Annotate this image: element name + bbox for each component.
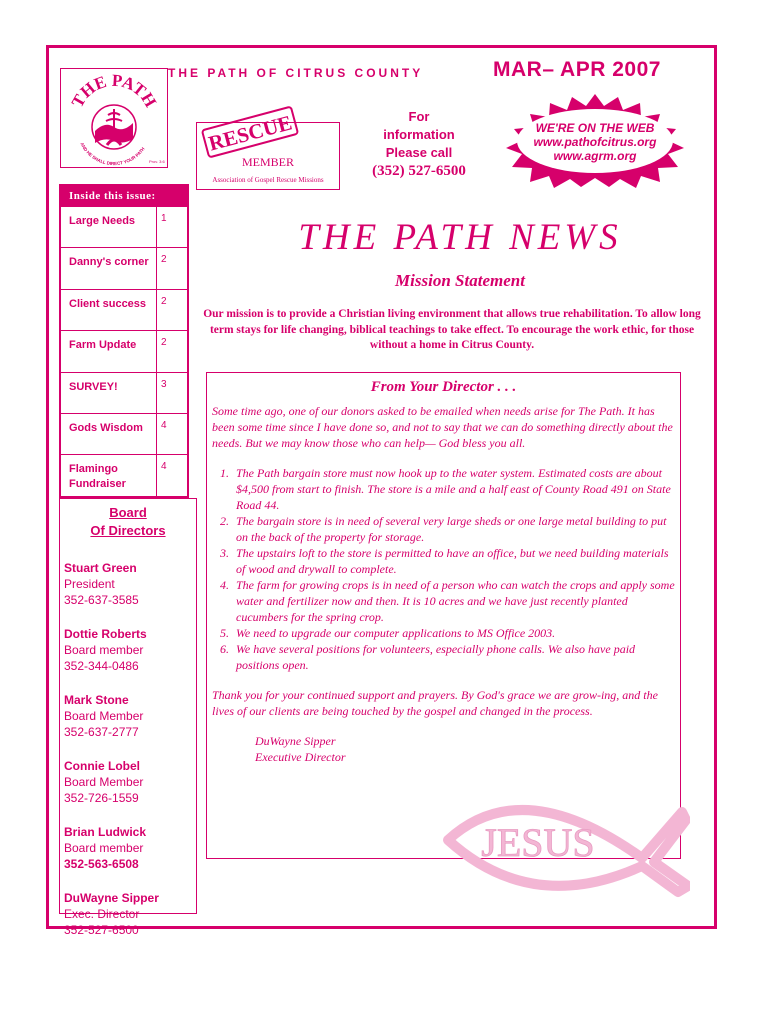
member-name: Brian Ludwick <box>64 825 147 839</box>
member-phone: 352-726-1559 <box>64 791 139 805</box>
rescue-stamp: RESCUE <box>201 105 300 158</box>
toc-title: Client success <box>61 290 157 330</box>
member-phone: 352-637-3585 <box>64 593 139 607</box>
logo-arc-text: THE PATH <box>67 70 161 111</box>
toc-page: 3 <box>161 378 167 390</box>
needs-item: 1. The Path bargain store must now hook up to the water system. Estimated costs are about $4,500 from start to finish. The store is a mile and a half east of County Road 491 on State Road 44. <box>232 465 675 513</box>
info-line-3: Please call <box>385 145 453 160</box>
path-logo <box>60 68 168 168</box>
contact-info <box>362 108 476 180</box>
mission-title: Mission Statement <box>395 271 525 290</box>
toc-page: 4 <box>161 419 167 431</box>
member-name: DuWayne Sipper <box>64 891 159 905</box>
director-body <box>207 403 680 765</box>
svg-text:AND HE SHALL DIRECT YOUR PATH <box>79 142 145 167</box>
board-member <box>64 758 196 806</box>
jesus-fish-icon <box>442 780 690 898</box>
needs-item: 3. The upstairs loft to the store is permitted to have an office, but we need building materials of wood and drywall to complete. <box>232 545 675 577</box>
org-line: THE PATH OF CITRUS COUNTY <box>168 66 424 80</box>
toc-title: Danny's corner <box>61 248 157 288</box>
toc-page: 1 <box>161 213 167 224</box>
member-phone: 352-637-2777 <box>64 725 139 739</box>
info-line-1: For <box>408 109 430 124</box>
toc-title: Gods Wisdom <box>61 414 157 454</box>
director-intro: Some time ago, one of our donors asked to be emailed when needs arise for The Path. It has been some time since I have done so, and not to say that we can do something directly about the needs. But we may know those who can help— God bless you all. <box>212 404 673 450</box>
inside-this-issue <box>59 184 189 498</box>
needs-item: 4. The farm for growing crops is in need of a person who can watch the crops and apply some water and fertilizer now and then. It is 10 acres and we have just recently planted cucumbers for the spring crop. <box>232 577 675 625</box>
web-line-1: WE'RE ON THE WEB <box>535 121 655 135</box>
board-member <box>64 626 196 674</box>
fish-text: JESUS <box>481 820 595 865</box>
member-name: Mark Stone <box>64 693 129 707</box>
toc-row[interactable] <box>61 289 187 330</box>
toc-row[interactable] <box>61 372 187 413</box>
needs-list <box>212 465 675 673</box>
member-role: President <box>64 577 115 591</box>
director-title: From Your Director . . . <box>370 379 517 395</box>
board-member <box>64 560 196 608</box>
member-label: MEMBER <box>241 155 294 169</box>
board-title-line-2: Of Directors <box>90 523 166 538</box>
board-member <box>64 692 196 740</box>
member-phone: 352-527-6500 <box>64 923 139 937</box>
toc-title: Flamingo Fundraiser <box>61 455 157 495</box>
member-role: Board Member <box>64 709 144 723</box>
board-of-directors <box>59 498 197 937</box>
toc-page: 2 <box>161 254 167 266</box>
logo-side-text: AND HE SHALL DIRECT YOUR PATH <box>79 141 146 167</box>
toc-row[interactable] <box>61 413 187 454</box>
member-phone: 352-563-6508 <box>64 857 139 871</box>
newsletter-title: THE PATH NEWS <box>298 217 622 258</box>
issue-date: MAR– APR 2007 <box>493 58 661 81</box>
needs-item: 5. We need to upgrade our computer applications to MS Office 2003. <box>232 625 675 641</box>
member-name: Dottie Roberts <box>64 627 147 641</box>
web-info <box>500 121 690 163</box>
toc-page: 2 <box>161 337 167 349</box>
needs-item: 2. The bargain store is in need of several very large sheds or one large metal building to put on the back of the property for storage. <box>232 513 675 545</box>
toc-row[interactable] <box>61 454 187 495</box>
needs-item: 6. We have several positions for volunteers, especially phone calls. We also have paid positions open. <box>232 641 675 673</box>
logo-verse: Prov. 3:6 <box>149 159 165 164</box>
association-label: Association of Gospel Rescue Missions <box>212 176 324 184</box>
toc-row[interactable] <box>61 206 187 247</box>
member-name: Stuart Green <box>64 561 137 575</box>
web-link-agrm[interactable]: www.agrm.org <box>553 149 637 163</box>
web-link-path[interactable]: www.pathofcitrus.org <box>533 135 657 149</box>
director-closing: Thank you for your continued support and prayers. By God's grace we are grow-ing, and the lives of our clients are being touched by the gospel and changed in the process. <box>212 688 658 718</box>
info-phone: (352) 527-6500 <box>372 163 466 179</box>
toc-page: 4 <box>161 461 167 473</box>
member-phone: 352-344-0486 <box>64 659 139 673</box>
board-member <box>64 890 196 938</box>
toc-row[interactable] <box>61 330 187 371</box>
toc-page: 2 <box>161 295 167 307</box>
toc-row[interactable] <box>61 247 187 288</box>
board-title-line-1: Board <box>109 505 147 520</box>
member-role: Exec. Director <box>64 907 140 921</box>
info-line-2: information <box>383 127 455 142</box>
signature-title: Executive Director <box>255 750 346 764</box>
member-role: Board member <box>64 643 144 657</box>
rescue-member-box <box>196 110 340 190</box>
toc-title: Large Needs <box>61 207 157 247</box>
board-title <box>60 504 196 540</box>
member-name: Connie Lobel <box>64 759 140 773</box>
toc-heading: Inside this issue: <box>61 186 187 206</box>
toc-title: Farm Update <box>61 331 157 371</box>
member-role: Board Member <box>64 775 144 789</box>
toc-title: SURVEY! <box>61 373 157 413</box>
mission-statement: Our mission is to provide a Christian living environment that allows true rehabilitation. To allow long term stays for life changing, biblical teachings to take effect. To encourage the work ethic, for those without a home in Citrus County. <box>203 308 701 351</box>
signature-name: DuWayne Sipper <box>255 734 336 748</box>
board-member <box>64 824 196 872</box>
member-role: Board member <box>64 841 144 855</box>
